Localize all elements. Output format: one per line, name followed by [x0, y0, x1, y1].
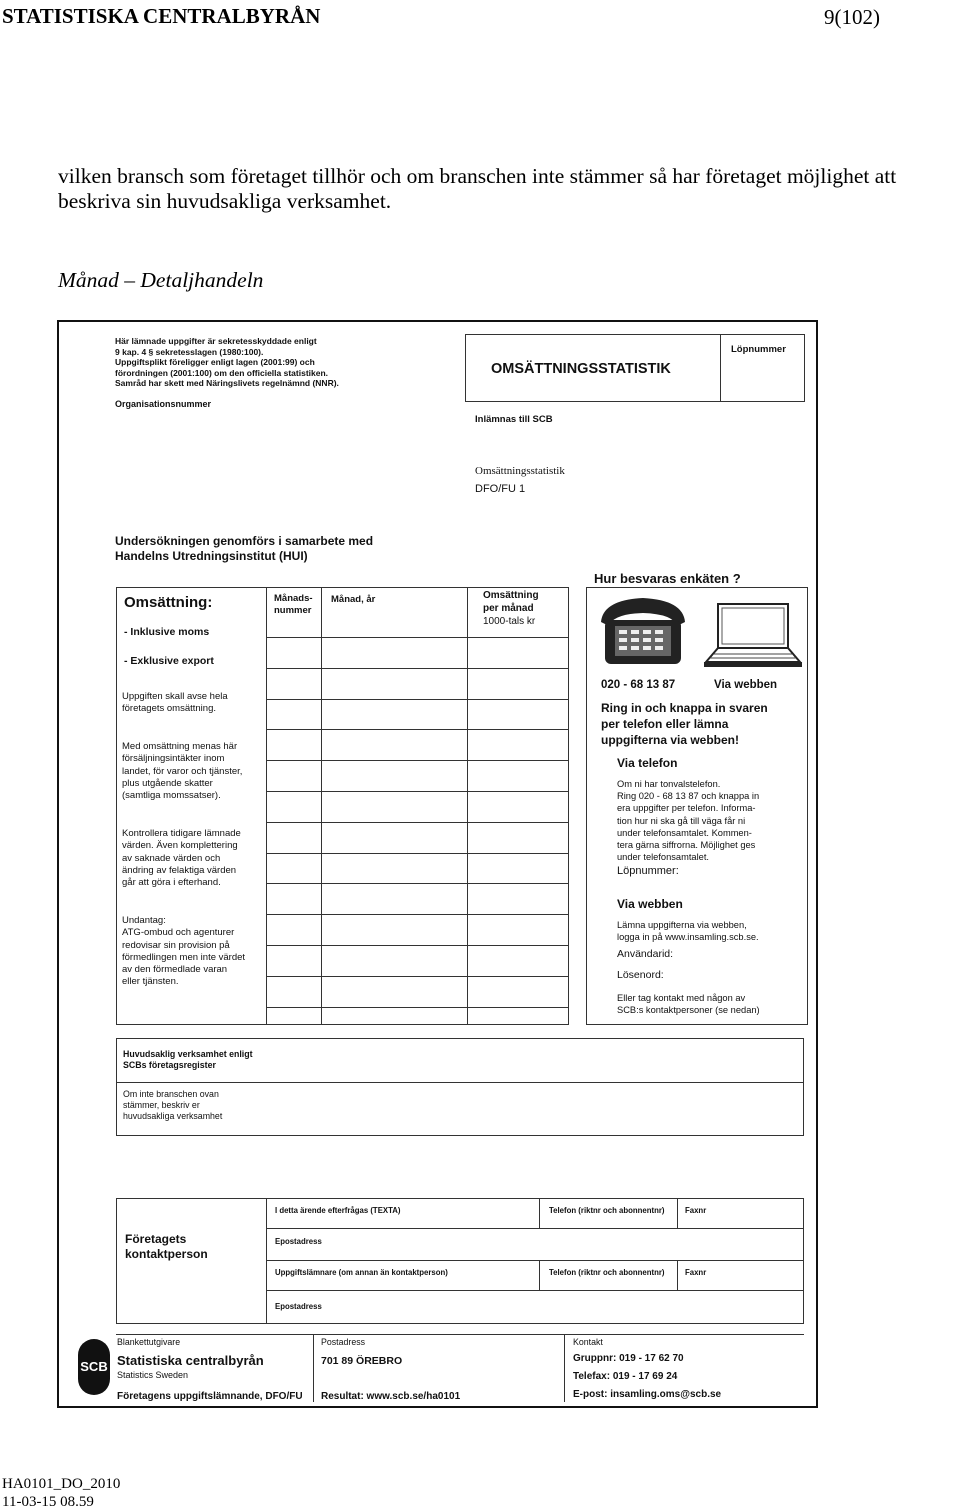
field-ask: I detta ärende efterfrågas (TEXTA) [275, 1206, 401, 1215]
contact-row-line [266, 1260, 804, 1261]
web-line: logga in på www.insamling.scb.se. [617, 932, 759, 943]
field-email-2: Epostadress [275, 1302, 322, 1311]
table-row-line [266, 945, 569, 946]
form-line: Företagens uppgiftslämnande, DFO/FU [117, 1391, 303, 1402]
industry-line: stämmer, beskriv er [123, 1100, 200, 1110]
field-phone: Telefon (riktnr och abonnentnr) [549, 1206, 665, 1215]
page-footer-date: 11-03-15 08.59 [2, 1494, 94, 1510]
note-line: av saknade värden och [122, 852, 221, 864]
telephone-icon [593, 592, 693, 670]
table-row-line [266, 760, 569, 761]
via-phone-title: Via telefon [617, 756, 678, 770]
table-row-line [266, 914, 569, 915]
note-line: värden. Även komplettering [122, 840, 238, 852]
call-line: uppgifterna via webben! [601, 733, 740, 747]
phone-line: era uppgifter per telefon. Informa- [617, 803, 756, 814]
phone-line: tera gärna siffrorna. Möjlighet ges [617, 840, 756, 851]
industry-line: huvudsakliga verksamhet [123, 1111, 223, 1121]
collab-line: Handelns Utredningsinstitut (HUI) [115, 549, 308, 563]
table-row-line [266, 822, 569, 823]
phone-line: Ring 020 - 68 13 87 och knappa in [617, 791, 760, 802]
call-line: Ring in och knappa in svaren [601, 701, 768, 715]
turnover-excl: - Exklusive export [124, 655, 214, 667]
contact-col-line [677, 1198, 678, 1228]
legal-line: 9 kap. 4 § sekretesslagen (1980:100). [115, 346, 264, 357]
note-line: ändring av felaktiga värden [122, 864, 237, 876]
scb-logo: SCB [78, 1339, 110, 1395]
telefax: Telefax: 019 - 17 69 24 [573, 1371, 678, 1382]
phone-text [617, 778, 759, 863]
industry-line: SCBs företagsregister [123, 1060, 216, 1070]
title-divider [720, 334, 721, 402]
turnover-note [122, 828, 241, 889]
call-instructions [601, 700, 768, 748]
turnover-incl: - Inklusive moms [124, 626, 210, 638]
table-row-line [266, 853, 569, 854]
table-row-line [266, 699, 569, 700]
col-month-year: Månad, år [331, 594, 376, 605]
contact-col-line [539, 1198, 540, 1228]
footer-col-line [313, 1334, 314, 1402]
contact-label: Kontakt [573, 1337, 603, 1347]
col-label: per månad [483, 603, 534, 614]
col-month-number [274, 593, 313, 617]
org-name: Statistiska centralbyrån [117, 1353, 264, 1368]
contact-col-line [539, 1260, 540, 1290]
email: E-post: insamling.oms@scb.se [573, 1389, 722, 1400]
phone-line: under telefonsamtalet. Kommen- [617, 827, 752, 838]
note-line: ATG-ombud och agenturer [122, 927, 235, 939]
note-line: plus utgående skatter [122, 777, 213, 789]
contact-person-label [125, 1232, 208, 1262]
phone-number: 020 - 68 13 87 [601, 679, 676, 691]
collaboration-text [115, 534, 373, 564]
table-row-line [266, 976, 569, 977]
table-row-line [266, 729, 569, 730]
group-number: Gruppnr: 019 - 17 62 70 [573, 1353, 684, 1364]
col-label: 1000-tals kr [483, 616, 536, 627]
note-line: eller tjänsten. [122, 976, 179, 988]
legal-line: förordningen (2001:100) om den officiella statistiken. [115, 367, 329, 378]
field-reporter: Uppgiftslämnare (om annan än kontaktperson) [275, 1268, 448, 1277]
section-title: Månad – Detaljhandeln [58, 268, 264, 292]
table-col-line [321, 587, 322, 1025]
postal-address: 701 89 ÖREBRO [321, 1355, 403, 1367]
postal-label: Postadress [321, 1337, 366, 1347]
contact-text [617, 992, 760, 1016]
laptop-icon [700, 602, 804, 670]
survey-code: DFO/FU 1 [475, 483, 526, 495]
org-name-en: Statistics Sweden [117, 1370, 189, 1380]
phone-line: Om ni har tonvalstelefon. [617, 779, 721, 789]
turnover-note [122, 741, 242, 802]
turnover-note [122, 691, 228, 716]
legal-line: Samråd har skett med Näringslivets regelnämnd (NNR). [115, 378, 339, 388]
call-line: per telefon eller lämna [601, 717, 729, 731]
via-web-short: Via webben [714, 679, 778, 691]
col-label: Månads- [274, 593, 313, 604]
table-row-line [266, 1007, 569, 1008]
collab-line: Undersökningen genomförs i samarbete med [115, 534, 374, 548]
survey-name: Omsättningsstatistik [475, 465, 565, 477]
note-line: (samtliga momssatser). [122, 790, 221, 802]
table-col-line [266, 587, 267, 1025]
industry-divider [116, 1082, 804, 1083]
footer-line [116, 1334, 804, 1335]
legal-line: Uppgiftsplikt föreligger enligt lagen (2001:99) och [115, 357, 315, 367]
intro-paragraph [58, 164, 958, 214]
contact-label-line: kontaktperson [125, 1247, 208, 1261]
contact-line: SCB:s kontaktpersoner (se nedan) [617, 1005, 760, 1016]
table-row-line [266, 637, 569, 638]
contact-col-line [677, 1260, 678, 1290]
phone-line: under telefonsamtalet. [617, 852, 709, 863]
turnover-title: Omsättning: [124, 594, 213, 611]
contact-line: Eller tag kontakt med någon av [617, 993, 746, 1003]
industry-other-label [123, 1089, 222, 1122]
note-line: Kontrollera tidigare lämnade [122, 828, 241, 839]
submit-to: Inlämnas till SCB [475, 414, 553, 425]
note-line: redovisar sin provision på [122, 939, 230, 951]
field-fax: Faxnr [685, 1206, 707, 1215]
industry-line: Om inte branschen ovan [123, 1089, 219, 1099]
via-web-title: Via webben [617, 897, 683, 911]
password-label: Lösenord: [617, 969, 664, 981]
result-url: Resultat: www.scb.se/ha0101 [321, 1391, 461, 1402]
footer-col-line [564, 1334, 565, 1402]
industry-main-label [123, 1049, 253, 1071]
contact-label-line: Företagets [125, 1232, 187, 1246]
how-title: Hur besvaras enkäten ? [594, 571, 741, 586]
intro-line: beskriva sin huvudsakliga verksamhet. [58, 189, 392, 213]
web-line: Lämna uppgifterna via webben, [617, 920, 747, 930]
phone-line: tion hur ni ska gå till väga får ni [617, 815, 746, 826]
field-fax-2: Faxnr [685, 1268, 707, 1277]
header-page-number: 9(102) [824, 5, 880, 29]
col-label: nummer [274, 605, 312, 616]
intro-line: vilken bransch som företaget tillhör och om branschen inte stämmer så har företaget möjlighet att [58, 164, 897, 188]
note-line: Uppgiften skall avse hela [122, 691, 228, 702]
note-line: går att göra i efterhand. [122, 877, 221, 889]
table-row-line [266, 791, 569, 792]
web-text [617, 919, 759, 943]
survey-title: OMSÄTTNINGSSTATISTIK [491, 361, 671, 377]
note-line: Undantag: [122, 915, 166, 926]
legal-text [115, 336, 339, 389]
issuer-label: Blankettutgivare [117, 1337, 181, 1347]
table-row-line [266, 668, 569, 669]
note-line: Med omsättning menas här [122, 741, 238, 752]
legal-line: Här lämnade uppgifter är sekretesskyddade enligt [115, 336, 317, 346]
turnover-note [122, 915, 245, 989]
contact-row-line [266, 1290, 804, 1291]
industry-line: Huvudsaklig verksamhet enligt [123, 1049, 253, 1059]
col-turnover [483, 589, 539, 628]
table-col-line [467, 587, 468, 1025]
lopnummer-field: Löpnummer: [617, 865, 679, 877]
header-org: STATISTISKA CENTRALBYRÅN [2, 4, 321, 28]
survey-form-image [57, 320, 818, 1408]
field-phone-2: Telefon (riktnr och abonnentnr) [549, 1268, 665, 1277]
contact-row-line [266, 1228, 804, 1229]
table-row-line [266, 883, 569, 884]
col-label: Omsättning [483, 590, 539, 601]
note-line: av den förmedlade varan [122, 964, 228, 976]
user-id-label: Användarid: [617, 948, 674, 960]
note-line: förmedlingen men inte värdet [122, 951, 246, 963]
note-line: landet, för varor och tjänster, [122, 765, 243, 777]
field-email: Epostadress [275, 1237, 322, 1246]
lopnummer-label: Löpnummer [731, 344, 786, 355]
org-number-label: Organisationsnummer [115, 399, 212, 409]
note-line: företagets omsättning. [122, 703, 216, 715]
note-line: försäljningsintäkter inom [122, 753, 225, 765]
page-footer-code: HA0101_DO_2010 [2, 1476, 121, 1492]
